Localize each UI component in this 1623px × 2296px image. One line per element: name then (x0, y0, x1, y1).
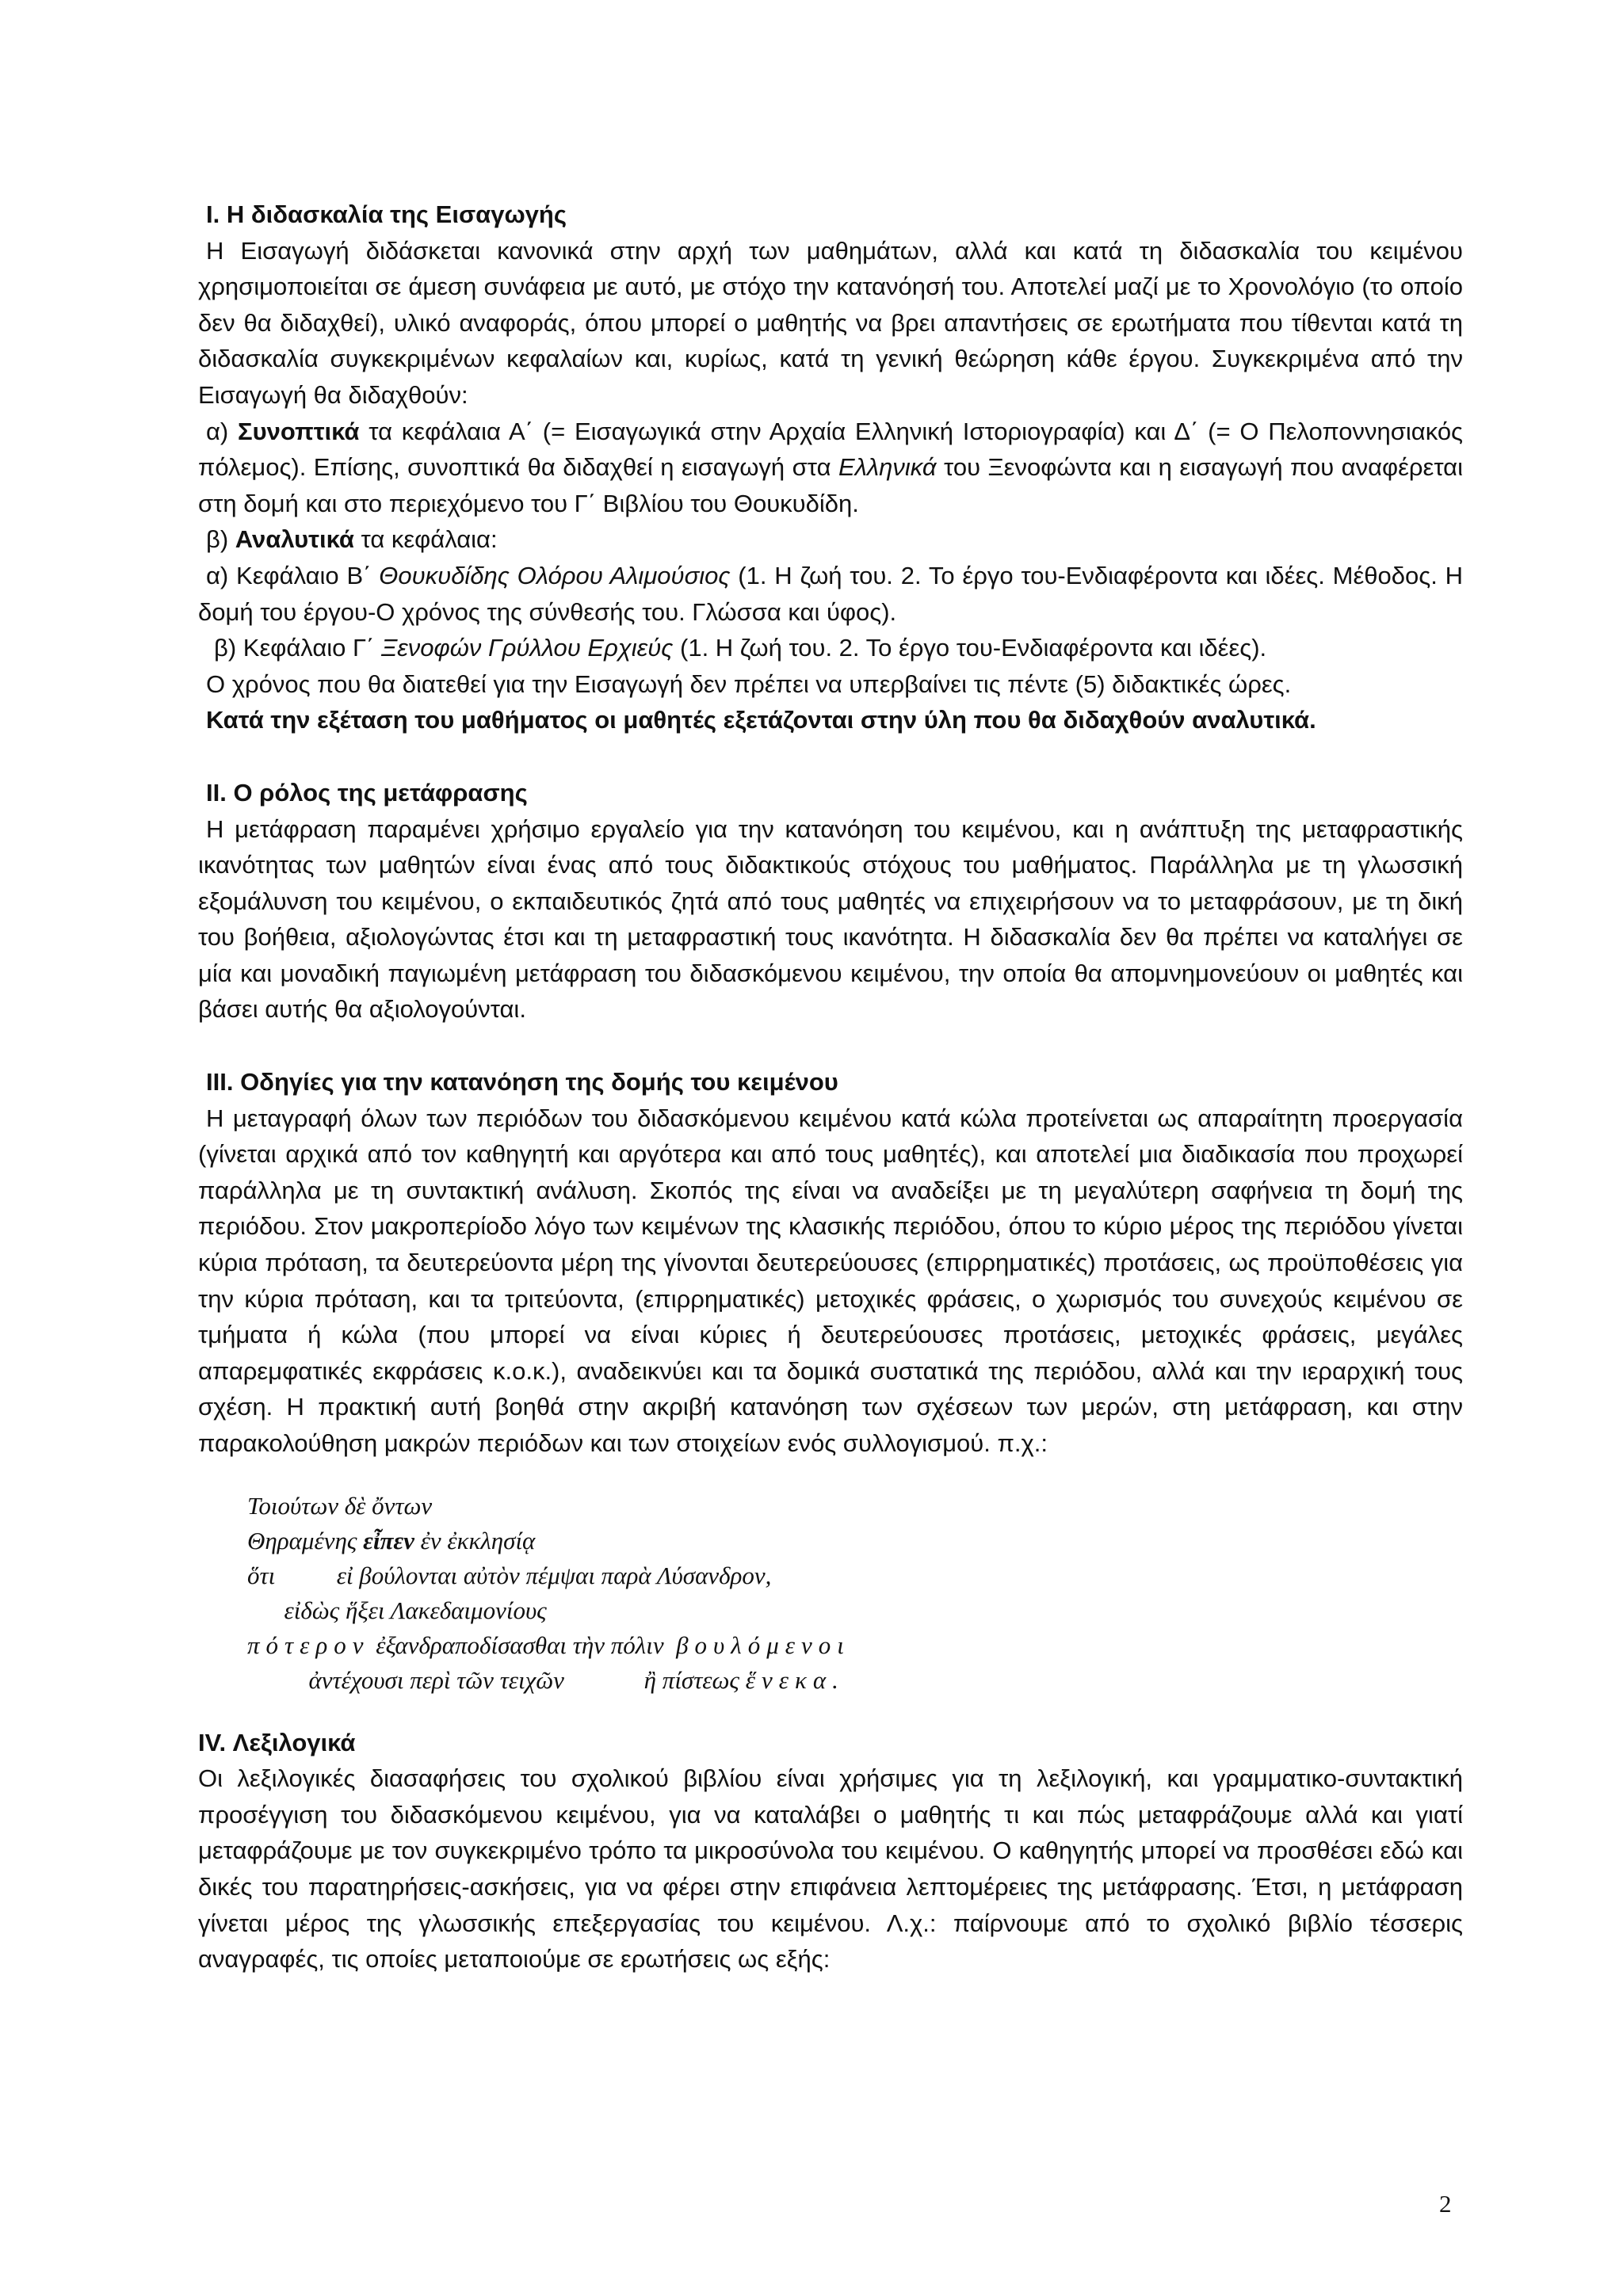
section-3-heading: ΙΙΙ. Οδηγίες για την κατανόηση της δομής του κειμένου (206, 1068, 838, 1097)
section-4-body: Οι λεξιλογικές διασαφήσεις του σχολικού βιβλίου είναι χρήσιμες για τη λεξιλογική, και γραμματικο-συντακτική προσέγγιση του διδασκόμενου κειμένου, για να καταλάβει ο μαθητής τι και πώς μεταφράζουμε αλλά και γιατί μεταφράζουμε με τον συγκεκριμένο τρόπο τα μικροσύνολα του κειμένου. Ο καθηγητής μπορεί να προσθέσει εδώ και δικές του παρατηρήσεις-ασκήσεις, για να φέρει στην επιφάνεια λεπτομέρειες της μετάφρασης. Έτσι, η μετάφραση γίνεται μέρος της γλωσσικής επεξεργασίας του κειμένου. Λ.χ.: παίρνουμε από το σχολικό βιβλίο τέσσερις αναγραφές, τις οποίες μεταποιούμε σε ερωτήσεις ως εξής: (198, 1764, 1463, 1974)
section-1-item-a: α) Συνοπτικά τα κεφάλαια Α΄ (= Εισαγωγικά στην Αρχαία Ελληνική Ιστοριογραφία) και Δ΄ (= Ο Πελοποννησιακός πόλεμος). Επίσης, συνοπτικά θα διδαχθεί η εισαγωγή στα Ελληνικά του Ξενοφώντα και η εισαγωγή που αναφέρεται στη δομή και στο περιεχόμενο του Γ΄ Βιβλίου του Θουκυδίδη. (198, 417, 1464, 517)
section-3-body: Η μεταγραφή όλων των περιόδων του διδασκόμενου κειμένου κατά κώλα προτείνεται ως απαραίτητη προεργασία (γίνεται αρχικά από τον καθηγητή και αργότερα και από τους μαθητές), και αποτελεί μια διαδικασία που προχωρεί παράλληλα με τη συντακτική ανάλυση. Σκοπός της είναι να αναδείξει με τη μεγαλύτερη σαφήνεια τη δομή της περιόδου. Στον μακροπερίοδο λόγο των κειμένων της κλασικής περιόδου, όπου το κύριο μέρος της περιόδου γίνεται κύρια πρόταση, τα δευτερεύοντα μέρη της γίνονται δευτερεύουσες (επιρρηματικές) προτάσεις, ως προϋποθέσεις για την κύρια πρόταση, και τα τριτεύοντα, (επιρρηματικές) μετοχικές φράσεις, ο χωρισμός του συνεχούς κειμένου σε τμήματα ή κώλα (που μπορεί να είναι κύριες ή δευτερεύουσες προτάσεις, μετοχικές φράσεις, μεγάλες απαρεμφατικές εκφράσεις κ.ο.κ.), αναδεικνύει και τα δομικά συστατικά της περιόδου, αλλά και την ιεραρχική τους σχέση. Η πρακτική αυτή βοηθά στην ακριβή κατανόηση των σχέσεων των μερών, στη μετάφραση, και στην παρακολούθηση μακρών περιόδων και των στοιχείων ενός συλλογισμού. π.χ.: (198, 1104, 1463, 1457)
section-1-exam: Κατά την εξέταση του μαθήματος οι μαθητές εξετάζονται στην ύλη που θα διδαχθούν αναλυτικά. (206, 706, 1316, 734)
section-1-item-b: β) Αναλυτικά τα κεφάλαια: (206, 525, 498, 554)
section-1-item-b-a: α) Κεφάλαιο Β΄ Θουκυδίδης Ολόρου Αλιμούσιος (1. Η ζωή του. 2. Το έργο του-Ενδιαφέροντα και ιδέες. Μέθοδος. Η δομή του έργου-Ο χρόνος της σύνθεσής του. Γλώσσα και ύφος). (198, 561, 1464, 626)
section-1-item-b-b: β) Κεφάλαιο Γ΄ Ξενοφών Γρύλλου Ερχιεύς (1. Η ζωή του. 2. Το έργο του-Ενδιαφέροντα και ιδέες). (214, 634, 1267, 662)
example-line-4: εἰδὼς ἥξει Λακεδαιμονίους (284, 1596, 547, 1624)
example-colometry (247, 1489, 1463, 1698)
section-4-heading: IV. Λεξιλογικά (198, 1728, 356, 1756)
page-number: 2 (1439, 2190, 1452, 2218)
example-line-1: Τοιούτων δὲ ὄντων (247, 1491, 433, 1520)
example-line-2: Θηραμένης εἶπεν ἐν ἐκκλησίᾳ (247, 1526, 536, 1554)
section-1-intro: Η Εισαγωγή διδάσκεται κανονικά στην αρχή των μαθημάτων, αλλά και κατά τη διδασκαλία του κειμένου χρησιμοποιείται σε άμεση συνάφεια με αυτό, με στόχο την κατανόησή του. Αποτελεί μαζί με το Χρονολόγιο (το οποίο δεν θα διδαχθεί), υλικό αναφοράς, όπου μπορεί ο μαθητής να βρει απαντήσεις σε ερωτήματα που τίθενται κατά τη διδασκαλία συγκεκριμένων κεφαλαίων και, κυρίως, κατά τη γενική θεώρηση κάθε έργου. Συγκεκριμένα από την Εισαγωγή θα διδαχθούν: (198, 236, 1463, 409)
document-page (198, 196, 1463, 1978)
section-2-body: Η μετάφραση παραμένει χρήσιμο εργαλείο για την κατανόηση του κειμένου, και η ανάπτυξη της μεταφραστικής ικανότητας των μαθητών είναι ένας από τους διδακτικούς στόχους του μαθήματος. Παράλληλα με τη γλωσσική εξομάλυνση του κειμένου, ο εκπαιδευτικός ζητά από τους μαθητές να επιχειρήσουν να το μεταφράσουν, με τη δική του βοήθεια, αξιολογώντας έτσι και τη μεταφραστική τους ικανότητα. Η διδασκαλία δεν θα πρέπει να καταλήγει σε μία και μοναδική παγιωμένη μετάφραση του διδασκόμενου κειμένου, την οποία θα απομνημονεύουν οι μαθητές και βάσει αυτής θα αξιολογούνται. (198, 814, 1463, 1024)
example-line-6: ἀντέχουσι περὶ τῶν τειχῶν ἢ πίστεως ἕνεκα. (308, 1665, 845, 1694)
example-line-5: πότερον ἐξανδραποδίσασθαι τὴν πόλιν βουλόμενοι (247, 1630, 850, 1659)
example-line-3: ὅτι εἰ βούλονται αὐτὸν πέμψαι παρὰ Λύσανδρον, (247, 1561, 772, 1589)
section-1-time: Ο χρόνος που θα διατεθεί για την Εισαγωγή δεν πρέπει να υπερβαίνει τις πέντε (5) διδακτικές ώρες. (206, 669, 1292, 698)
section-2-heading: ΙΙ. Ο ρόλος της μετάφρασης (206, 778, 528, 807)
section-1-heading: I. Η διδασκαλία της Εισαγωγής (206, 200, 567, 228)
